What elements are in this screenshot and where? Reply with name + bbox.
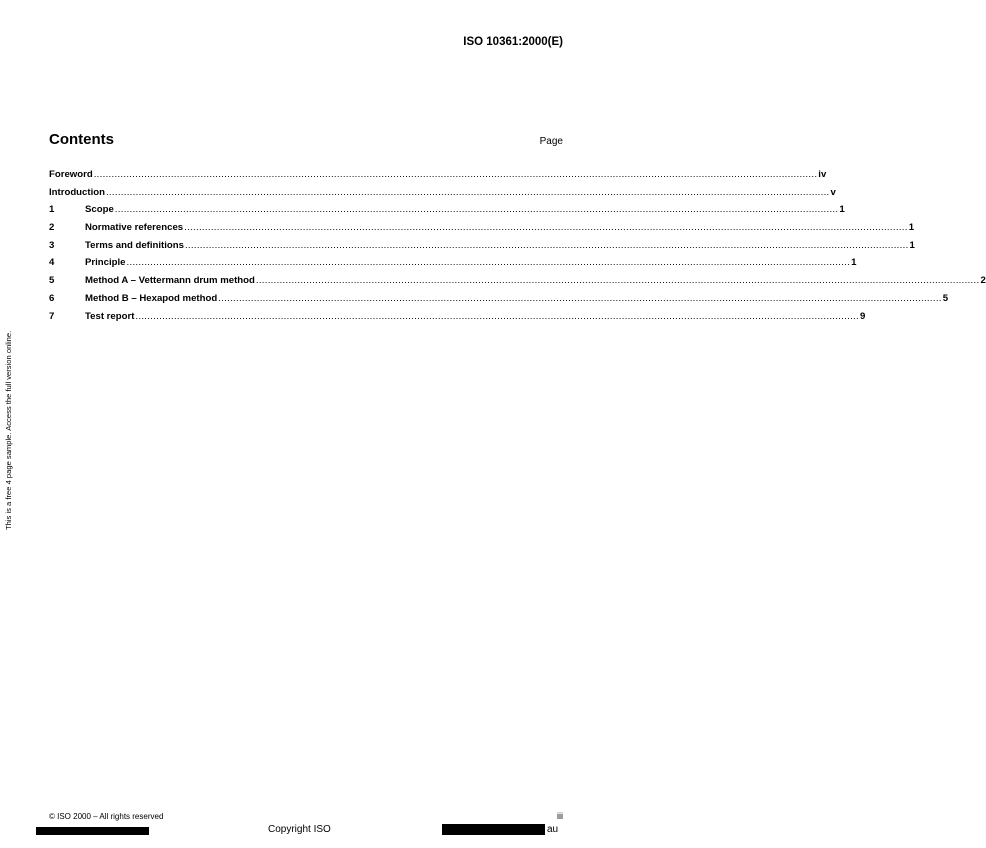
toc-entry-page: 1 bbox=[839, 204, 845, 216]
redaction-bar-left bbox=[36, 827, 149, 835]
toc-entry-title: Method A – Vettermann drum method bbox=[85, 275, 255, 287]
toc-leader: .................................................................................................................................................................................................................................................... bbox=[255, 275, 980, 287]
toc-entry-test-report[interactable] bbox=[49, 308, 866, 326]
footer-tail-text: au bbox=[547, 824, 559, 835]
footer-page-number: iii bbox=[557, 811, 563, 821]
toc-entry-page: 1 bbox=[908, 222, 915, 234]
toc-entry-title: Principle bbox=[85, 257, 126, 269]
footer-copyright: Copyright ISO bbox=[268, 824, 331, 835]
toc-entry-principle[interactable] bbox=[49, 254, 857, 272]
toc-entry-number: 2 bbox=[49, 222, 55, 234]
toc-entry-scope[interactable] bbox=[49, 201, 845, 219]
toc-entry-page: 1 bbox=[909, 239, 915, 251]
toc-entry-title: Terms and definitions bbox=[85, 239, 184, 251]
toc-entry-title: Method B – Hexapod method bbox=[85, 292, 218, 304]
toc-leader: .................................................................................................................................................................................................................................................... bbox=[114, 204, 839, 216]
toc-entry-title: Introduction bbox=[49, 186, 105, 198]
toc-entry-method-b[interactable] bbox=[49, 290, 949, 308]
toc-leader: .................................................................................................................................................................................................................................................... bbox=[93, 169, 818, 180]
toc-entry-normative-references[interactable] bbox=[49, 219, 915, 237]
toc-entry-foreword[interactable] bbox=[49, 166, 827, 184]
toc-entry-page: v bbox=[830, 186, 836, 198]
redaction-bar-right bbox=[442, 824, 545, 835]
toc-entry-number: 4 bbox=[49, 257, 55, 269]
toc-leader: .................................................................................................................................................................................................................................................... bbox=[218, 292, 942, 304]
toc-leader: .................................................................................................................................................................................................................................................... bbox=[105, 186, 830, 198]
toc-entry-page: 5 bbox=[942, 292, 949, 304]
toc-leader: .................................................................................................................................................................................................................................................... bbox=[184, 239, 909, 251]
contents-title: Contents bbox=[49, 131, 114, 148]
toc-entry-page: 2 bbox=[980, 275, 986, 287]
table-of-contents bbox=[49, 166, 986, 325]
toc-entry-number: 6 bbox=[49, 292, 55, 304]
document-id: ISO 10361:2000(E) bbox=[463, 36, 563, 48]
toc-entry-number: 3 bbox=[49, 239, 55, 251]
toc-entry-page: iv bbox=[818, 169, 827, 180]
toc-entry-title: Normative references bbox=[85, 222, 184, 234]
toc-entry-terms-and-definitions[interactable] bbox=[49, 237, 915, 255]
sample-notice: This is a free 4 page sample. Access the full version online. bbox=[4, 330, 13, 530]
toc-leader: .................................................................................................................................................................................................................................................... bbox=[126, 257, 851, 269]
toc-entry-title: Scope bbox=[85, 204, 114, 216]
footer-rights: © ISO 2000 – All rights reserved bbox=[49, 812, 164, 821]
toc-leader: .................................................................................................................................................................................................................................................... bbox=[135, 310, 859, 322]
toc-entry-title: Foreword bbox=[49, 169, 93, 180]
toc-entry-introduction[interactable] bbox=[49, 184, 836, 202]
toc-entry-number: 7 bbox=[49, 310, 55, 322]
toc-entry-number: 5 bbox=[49, 275, 55, 287]
toc-entry-page: 9 bbox=[859, 310, 866, 322]
toc-entry-page: 1 bbox=[851, 257, 857, 269]
toc-entry-number: 1 bbox=[49, 204, 55, 216]
toc-leader: .................................................................................................................................................................................................................................................... bbox=[184, 222, 908, 234]
toc-entry-title: Test report bbox=[85, 310, 135, 322]
toc-entry-method-a[interactable] bbox=[49, 272, 986, 290]
page-column-label: Page bbox=[539, 136, 563, 147]
